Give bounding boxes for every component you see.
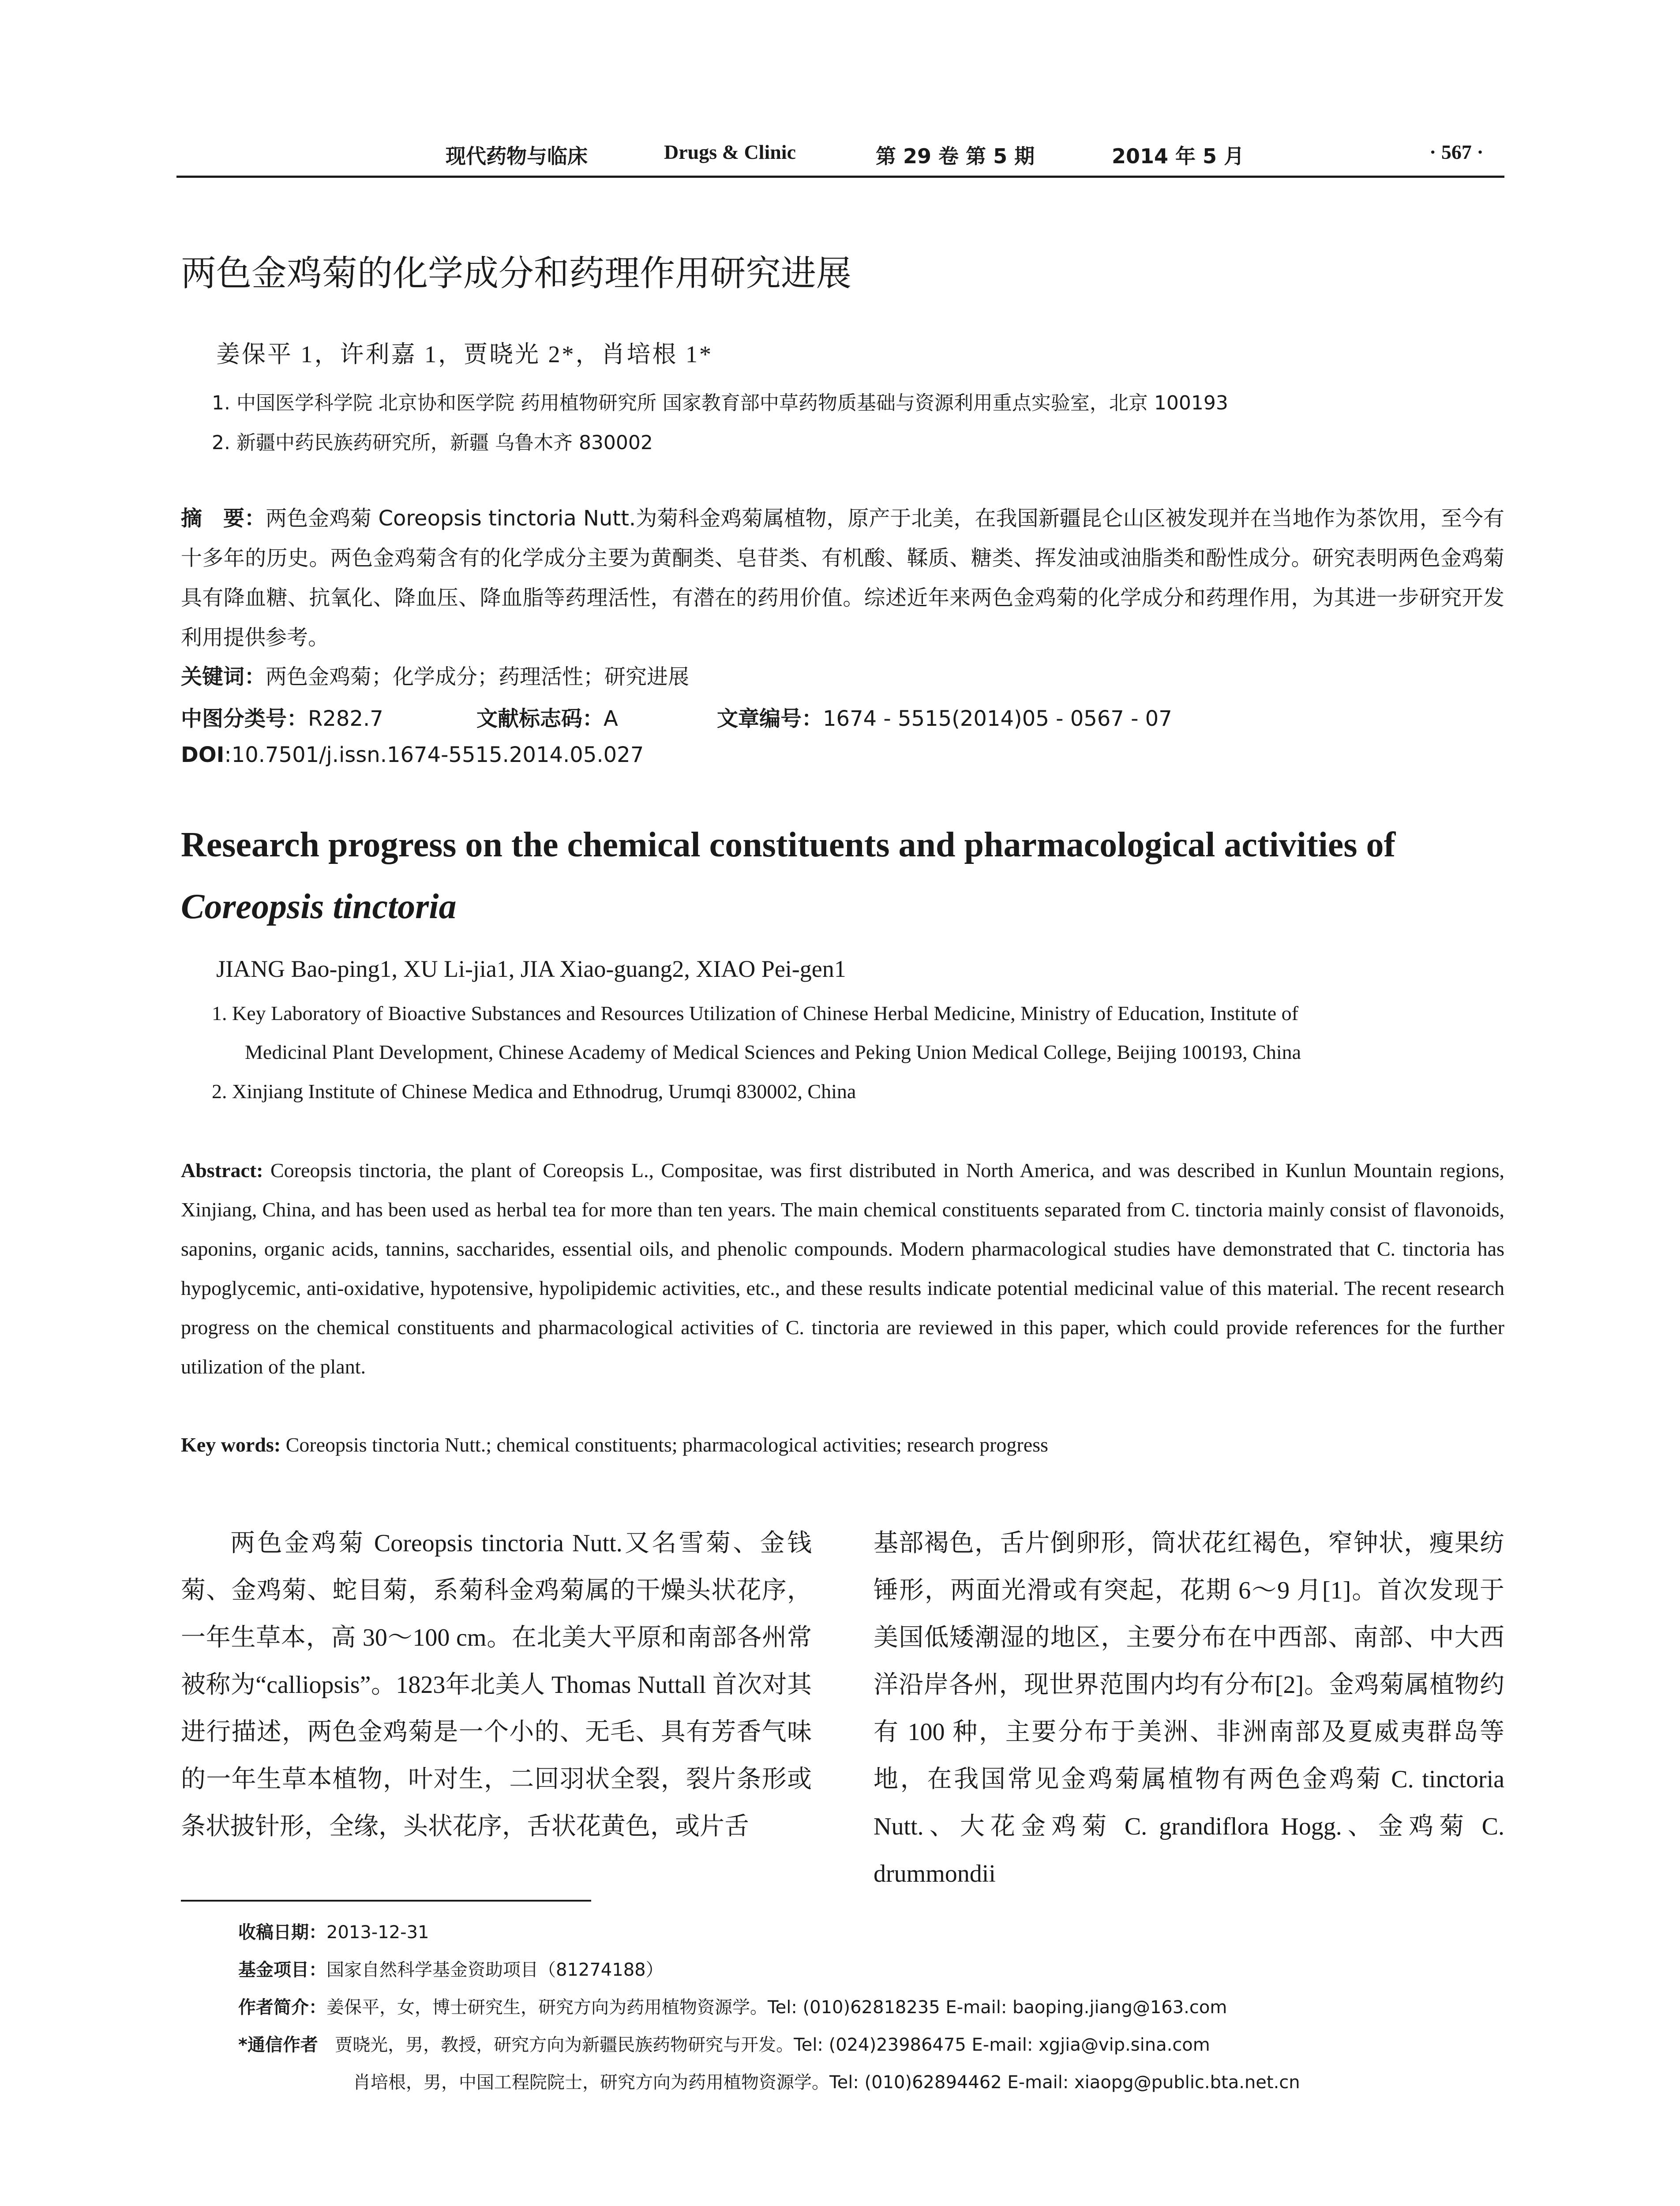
footnote-rule — [181, 1900, 591, 1902]
english-affiliation-1-line1: 1. Key Laboratory of Bioactive Substances and Resources Utilization of Chinese Herbal Medicine, Ministry of Education, Institute of — [212, 1002, 1298, 1024]
chinese-title: 两色金鸡菊的化学成分和药理作用研究进展 — [181, 253, 851, 294]
body-column-right — [874, 1520, 1504, 1898]
corresponding-author-1 — [238, 2031, 1210, 2056]
english-authors: JIANG Bao-ping1, XU Li-jia1, JIA Xiao-guang2, XIAO Pei-gen1 — [216, 956, 846, 982]
chinese-authors: 姜保平 1，许利嘉 1，贾晓光 2*，肖培根 1* — [216, 341, 713, 368]
chinese-affiliation-1: 1. 中国医学科学院 北京协和医学院 药用植物研究所 国家教育部中草药物质基础与资源利用重点实验室，北京 100193 — [212, 392, 1228, 414]
author-bio-value: 姜保平，女，博士研究生，研究方向为药用植物资源学。Tel: (010)62818235 E-mail: baoping.jiang@163.com — [326, 1997, 1227, 2018]
received-label: 收稿日期： — [238, 1922, 326, 1943]
chinese-abstract-label: 摘 要： — [181, 506, 266, 531]
english-title — [181, 814, 1509, 938]
english-keywords — [181, 1425, 1504, 1464]
clc-label: 中图分类号： — [181, 706, 308, 731]
english-title-line1: Research progress on the chemical constituents and pharmacological activities of — [181, 825, 1396, 864]
corresponding-author-2: 肖培根，男，中国工程院院士，研究方向为药用植物资源学。Tel: (010)62894462 E-mail: xiaopg@public.bta.net.cn — [353, 2072, 1300, 2093]
received-value: 2013-12-31 — [326, 1922, 429, 1943]
volume-issue: 第 29 卷 第 5 期 — [876, 144, 1035, 168]
body-paragraph-right: 基部褐色，舌片倒卵形，筒状花红褐色，窄钟状，瘦果纺锤形，两面光滑或有突起，花期 6～9 月[1]。首次发现于美国低矮潮湿的地区，主要分布在中西部、南部、中大西洋沿岸各州，现世界范围内均有分布[2]。金鸡菊属植物约有 100 种，主要分布于美洲、非洲南部及夏威夷群岛等地，在我国常见金鸡菊属植物有两色金鸡菊 C. tinctoria Nutt.、大花金鸡菊 C. grandiflora Hogg.、金鸡菊 C. drummondii — [874, 1530, 1504, 1887]
chinese-keywords-label: 关键词： — [181, 664, 266, 689]
chinese-affiliation-2: 2. 新疆中药民族药研究所，新疆 乌鲁木齐 830002 — [212, 431, 653, 454]
english-keywords-text: Coreopsis tinctoria Nutt.; chemical constituents; pharmacological activities; research progress — [285, 1433, 1048, 1456]
english-abstract-label: Abstract: — [181, 1159, 263, 1182]
author-bio — [238, 1993, 1227, 2018]
document-code — [476, 702, 618, 732]
chinese-abstract — [181, 499, 1504, 657]
header-rule — [176, 176, 1504, 178]
doi-line: DOI:10.7501/j.issn.1674-5515.2014.05.027 — [181, 743, 644, 767]
page-number: · 567 · — [1429, 141, 1484, 163]
english-abstract-text: Coreopsis tinctoria, the plant of Coreopsis L., Compositae, was first distributed in North America, and was described in Kunlun Mountain regions, Xinjiang, China, and has been used as herbal tea for more than ten years. The main chemical constituents separated from C. tinctoria mainly consist of flavonoids, saponins, organic acids, tannins, saccharides, essential oils, and phenolic compounds. Modern pharmacological studies have demonstrated that C. tinctoria has hypoglycemic, anti-oxidative, hypotensive, hypolipidemic activities, etc., and these results indicate potential medicinal value of this material. The recent research progress on the chemical constituents and pharmacological activities of C. tinctoria are reviewed in this paper, which could provide references for the further utilization of the plant. — [181, 1159, 1505, 1378]
article-number-value: 1674 - 5515(2014)05 - 0567 - 07 — [823, 706, 1172, 731]
funding — [238, 1956, 664, 1981]
corresponding-label: *通信作者 — [238, 2035, 318, 2055]
journal-name-en: Drugs & Clinic — [664, 141, 796, 163]
issue-date: 2014 年 5 月 — [1112, 144, 1245, 168]
document-code-value: A — [604, 706, 618, 731]
funding-label: 基金项目： — [238, 1960, 326, 1980]
article-number-label: 文章编号： — [717, 706, 823, 731]
english-affiliation-2: 2. Xinjiang Institute of Chinese Medica and Ethnodrug, Urumqi 830002, China — [212, 1080, 856, 1103]
funding-value: 国家自然科学基金资助项目（81274188） — [326, 1960, 664, 1980]
document-code-label: 文献标志码： — [476, 706, 604, 731]
chinese-keywords-text: 两色金鸡菊；化学成分；药理活性；研究进展 — [266, 664, 690, 689]
chinese-keywords — [181, 660, 689, 690]
english-affiliation-1-line2: Medicinal Plant Development, Chinese Academy of Medical Sciences and Peking Union Medical College, Beijing 100193, China — [245, 1041, 1301, 1063]
classification-line — [181, 702, 383, 732]
author-bio-label: 作者简介： — [238, 1997, 326, 2018]
body-column-left — [181, 1520, 812, 1850]
english-title-line2: Coreopsis tinctoria — [181, 887, 457, 926]
received-date — [238, 1918, 429, 1943]
doi-label: DOI — [181, 743, 225, 767]
clc-value: R282.7 — [308, 706, 383, 731]
english-abstract — [181, 1151, 1504, 1386]
journal-name-cn: 现代药物与临床 — [446, 144, 588, 168]
body-paragraph-left: 两色金鸡菊 Coreopsis tinctoria Nutt.又名雪菊、金钱菊、金鸡菊、蛇目菊，系菊科金鸡菊属的干燥头状花序，一年生草本，高 30～100 cm。在北美大平原和南部各州常被称为“calliopsis”。1823年北美人 Thomas Nuttall 首次对其进行描述，两色金鸡菊是一个小的、无毛、具有芳香气味的一年生草本植物，叶对生，二回羽状全裂，裂片条形或条状披针形，全缘，头状花序，舌状花黄色，或片舌 — [181, 1530, 812, 1840]
article-number — [717, 702, 1172, 732]
chinese-abstract-text: 两色金鸡菊 Coreopsis tinctoria Nutt.为菊科金鸡菊属植物，原产于北美，在我国新疆昆仑山区被发现并在当地作为茶饮用，至今有十多年的历史。两色金鸡菊含有的化学成分主要为黄酮类、皂苷类、有机酸、鞣质、糖类、挥发油或油脂类和酚性成分。研究表明两色金鸡菊具有降血糖、抗氧化、降血压、降血脂等药理活性，有潜在的药用价值。综述近年来两色金鸡菊的化学成分和药理作用，为其进一步研究开发利用提供参考。 — [181, 506, 1504, 650]
doi-value: 10.7501/j.issn.1674-5515.2014.05.027 — [231, 743, 644, 767]
english-keywords-label: Key words: — [181, 1433, 281, 1456]
corresponding-value-1: 贾晓光，男，教授，研究方向为新疆民族药物研究与开发。Tel: (024)23986475 E-mail: xgjia@vip.sina.com — [335, 2035, 1210, 2055]
